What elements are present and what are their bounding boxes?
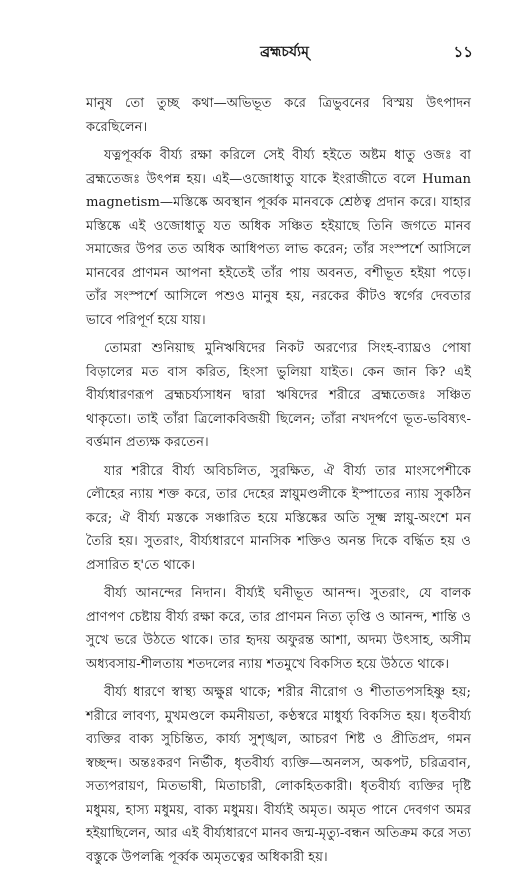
paragraph: বীর্য্য আনন্দের নিদান। বীর্য্যই ঘনীভূত আনন্দ। সুতরাং, যে বালক প্রাণপণ চেষ্টায় বীর্য্য রক্ষা করে, তার প্রাণমন নিত্য তৃপ্তি ও আনন্দ, শান্তি ও সুখে ভরে উঠতে থাকে। তার হৃদয় অফুরন্ত আশা, অদম্য উৎসাহ, অসীম অধ্যবসায়-শীলতায় শতদলের ন্যায় শতমুখে বিকসিত হয়ে উঠতে থাকে।	[86, 586, 471, 672]
paragraph: যার শরীরে বীর্য্য অবিচলিত, সুরক্ষিত, ঐ বীর্য্য তার মাংসপেশীকে লৌহের ন্যায় শক্ত করে, তার দেহের স্নায়ুমণ্ডলীকে ইস্পাতের ন্যায় সুকঠিন করে; ঐ বীর্য্য মস্তকে সঞ্চারিত হয়ে মস্তিষ্কের অতি সূক্ষ্ম স্নায়ু-অংশে মন তৈরি হয়। সুতরাং, বীর্য্যধারণে মানসিক শক্তিও অনন্ত দিকে বর্দ্ধিত হয় ও প্রসারিত হ'তে থাকে।	[86, 463, 471, 573]
paragraph: তোমরা শুনিয়াছ মুনিঋষিদের নিকট অরণ্যের সিংহ-ব্যাঘ্রও পোষা বিড়ালের মত বাস করিত, হিংসা ভুলিয়া যাইত। কেন জান কি? এই বীর্য্যধারণরূপ ব্রহ্মচর্য্যসাধন দ্বারা ঋষিদের শরীরে ব্রহ্মতেজঃ সঞ্চিত থাকৃতো। তাই তাঁরা ত্রিলোকবিজয়ী ছিলেন; তাঁরা নখদর্পণে ভূত-ভবিষ্যৎ-বর্ত্তমান প্রত্যক্ষ করতেন।	[86, 341, 471, 450]
paragraph: বীর্য্য ধারণে স্বাস্থ্য অক্ষুণ্ণ থাকে; শরীর নীরোগ ও শীতাতপসহিষ্ণু হয়; শরীরে লাবণ্য, মুখমণ্ডলে কমনীয়তা, কণ্ঠস্বরে মাধুর্য্য বিকসিত হয়। ধৃতবীর্য্য ব্যক্তির বাক্য সুচিন্তিত, কার্য্য সুশৃঙ্খল, আচরণ শিষ্ট ও প্রীতিপ্রদ, গমন স্বচ্ছন্দ। অন্তঃকরণ নির্ভীক, ধৃতবীর্য্য ব্যক্তি—অনলস, অকপট, চরিত্রবান, সত্যপরায়ণ, মিতভাষী, মিতাচারী, লোকহিতকারী। ধৃতবীর্য্য ব্যক্তির দৃষ্টি মধুময়, হাস্য মধুময়, বাক্য মধুময়। বীর্য্যই অমৃত। অমৃত পানে দেবগণ অমর হইয়াছিলেন, আর এই বীর্য্যধারণে মানব জন্ম-মৃত্যু-বন্ধন অতিক্রম করে সত্য বস্তুকে উপলব্ধি পূর্ব্বক অমৃতত্বের অধিকারী হয়।	[86, 685, 471, 865]
paragraph-continuation: মানুষ তো তুচ্ছ কথা—অভিভূত করে ত্রিভুবনের বিস্ময় উৎপাদন করেছিলেন।	[86, 96, 471, 135]
page-header	[86, 40, 483, 64]
paragraph: যত্নপূর্ব্বক বীর্য্য রক্ষা করিলে সেই বীর্য্য হইতে অষ্টম ধাতু ওজঃ বা ব্রহ্মতেজঃ উৎপন্ন হয়। এই—ওজোধাতু যাকে ইংরাজীতে বলে Human magnetism—মস্তিষ্কে অবস্থান পূর্ব্বক মানবকে শ্রেষ্ঠত্ব প্রদান করে। যাহার মস্তিষ্কে এই ওজোধাতু যত অধিক সঞ্চিত হইয়াছে তিনি জগতে মানব সমাজের উপর তত অধিক আধিপত্য লাভ করেন; তাঁর সংস্পর্শে আসিলে মানবের প্রাণমন আপনা হইতেই তাঁর পায় অবনত, বশীভূত হইয়া পড়ে। তাঁর সংস্পর্শে আসিলে পশুও মানুষ হয়, নরকের কীটও স্বর্গের দেবতার ভাবে পরিপূর্ণ হয়ে যায়।	[86, 148, 471, 328]
running-title: ব্রহ্মচর্য্যম্	[260, 44, 309, 60]
page-number: ১১	[453, 43, 473, 61]
body-text	[86, 92, 471, 874]
